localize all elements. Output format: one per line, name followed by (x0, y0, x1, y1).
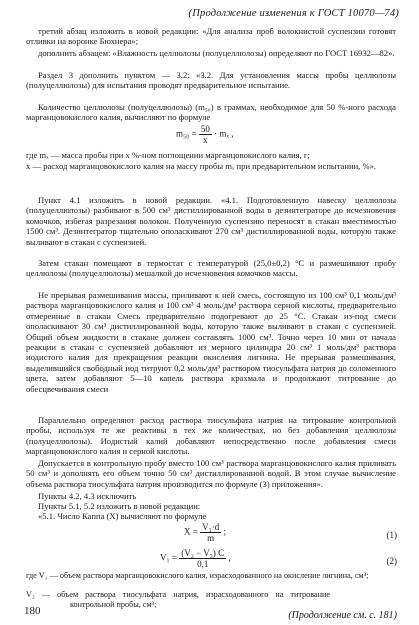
paragraph-p11: Пункты 4.2, 4.3 исключить (38, 491, 137, 501)
paragraph-p12: Пункты 5.1, 5.2 изложить в новой редакции: (38, 501, 201, 511)
paragraph-where-x: x — расход марганцовокислого калия на массу пробы mₓ при предварительном испытании, %». (26, 161, 377, 171)
formula-m50-lhs: m₅₀ = (176, 128, 197, 139)
paragraph-p4: Количество целлюлозы (полуцеллюлозы) (m₅₀) в граммах, необходимое для 50 %-ного расхода марганцовокислого калия, вычисляют по формуле (26, 102, 396, 123)
formula-1-numerator: V₁·d (202, 522, 220, 532)
formula-1 (184, 522, 226, 543)
paragraph-p8: Не прерывая размешивания массы, приливают к ней смесь, состоящую из 100 см³ 0,1 моль/дм³ раствора марганцовокислого калия и 100 см³ 4 моль/дм³ раствора серной кислоты, предварительно отмеренные в стакан Смесь предварительно подогревают до 25 °С. Стакан из-под смеси ополаскивают 30 см³ дистиллированной воды, которую также выливают в стакан с суспензией. Общий объем жидкости в стакане должен составлять 1000 см³. Точно через 10 мин от начала реакции в стакан с суспензией добавляют из мерного цилиндра 20 см³ 1 моль/дм³ раствора иодистого калия для прекращения реакции окисления лигнина. Не прерывая размешивания, выделившийся свободный иод титруют 0,2 моль/дм³ раствором тиосульфата натрия до соломенного цвета, затем добавляют 5—10 капель раствора крахмала и продолжают титрование до обесцвечивания смеси (26, 290, 396, 394)
formula-2-fraction (179, 548, 226, 569)
equation-number-1: (1) (386, 530, 397, 540)
paragraph-where-v1: где V₁ — объем раствора марганцовокислого калия, израсходованного на окисление лигнина, см³; (26, 571, 369, 580)
formula-2 (160, 548, 231, 569)
equation-number-2: (2) (386, 556, 397, 566)
paragraph-p9: Параллельно определяют расход раствора тиосульфата натрия на титрование контрольной пробы, используя те же реактивы в тех же количествах, но без добавления целлюлозы (полуцеллюлозы). Иодистый калий добавляют непосредственно после добавления смеси марганцовокислого калия и серной кислоты. (26, 415, 396, 457)
formula-1-fraction (200, 522, 221, 543)
paragraph-p10: Допускается в контрольную пробу вместо 100 см³ раствора марганцовокислого калия приливать 50 см³ и дополнять его объем точно 50 см³ дистиллированной водой. В этом случае вычисление объема раствора тиосульфата натрия производится по формуле (3) приложения». (26, 458, 396, 489)
formula-m50 (176, 124, 233, 145)
page-header: (Продолжение изменения к ГОСТ 10070—74) (188, 8, 399, 19)
formula-m50-rhs: · mₓ , (214, 128, 234, 139)
formula-2-lhs: V₁ = (160, 552, 177, 563)
formula-m50-fraction (199, 124, 212, 145)
paragraph-where-v2: V₂ — объем раствора тиосульфата натрия, израсходованного на титрование контрольной пробы, см³; (26, 590, 330, 609)
page-footer-continuation: (Продолжение см. с. 181) (288, 610, 397, 621)
paragraph-p13: «5.1. Число Каппа (X) вычисляют по формуле (38, 511, 207, 521)
formula-1-denominator: m (207, 533, 215, 543)
page-number: 180 (24, 605, 41, 617)
paragraph-where-mx: где mₓ — масса пробы при x %-ном поглощении марганцовокислого калия, г; (26, 150, 310, 160)
formula-1-lhs: X = (184, 526, 198, 537)
formula-2-numerator: (V₂ − V₃) C (181, 548, 225, 558)
formula-1-tail: ; (223, 526, 226, 537)
formula-2-tail: , (228, 552, 231, 563)
formula-2-denominator: 0,1 (197, 559, 209, 569)
paragraph-p2: дополнить абзацем: «Влажность целлюлозы (полуцеллюлозы) определяют по ГОСТ 16932—82». (38, 48, 395, 58)
formula-m50-denominator: x (203, 135, 208, 145)
paragraph-p3: Раздел 3 дополнить пунктом — 3.2: «3.2. Для установления массы пробы целлюлозы (полуцеллюлозы) для испытания проводят предварительное испытание. (26, 70, 396, 91)
paragraph-p7: Затем стакан помещают в термостат с температурой (25,0±0,2) °С и размешивают пробу целлюлозы (полуцеллюлозы) мешалкой до исчезновения комочков массы. (26, 258, 396, 279)
paragraph-p1: третий абзац изложить в новой редакции: «Для анализа проб волокнистой суспензии готовят отливки на воронке Бюхнера»; (26, 26, 396, 47)
paragraph-p6: Пункт 4.1 изложить в новой редакции. «4.1. Подготовленную навеску целлюлозы (полуцеллюлозы) разбивают в 500 см³ дистиллированной воды в дезинтеграторе до исчезновения комочков, избегая разрезания волокон. Полученную суспензию переносят в стакан вместимостью 1500 см³. Дезинтегратор тщательно ополаскивают 270 см³ дистиллированной воды, которую также выливают в стакан с суспензией. (26, 195, 396, 247)
formula-m50-numerator: 50 (200, 124, 210, 134)
